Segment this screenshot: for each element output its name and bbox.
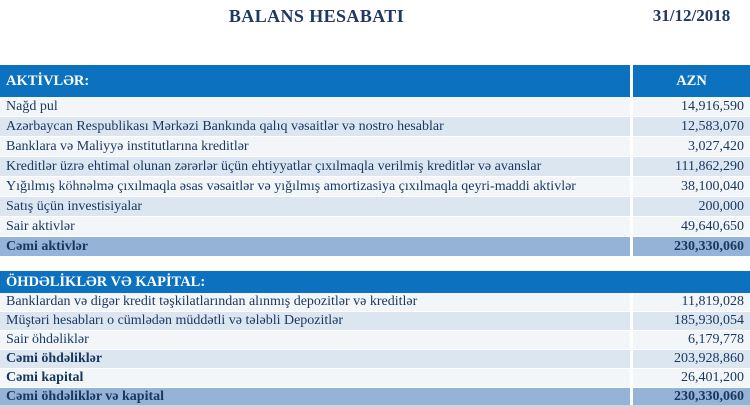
section-header-label: AKTİVLƏR:	[6, 73, 90, 89]
row-label: Cəmi öhdəliklər	[0, 350, 630, 368]
row-label: Cəmi kapital	[0, 369, 630, 387]
row-value: 111,862,290	[633, 157, 750, 176]
row-label: Azərbaycan Respublikası Mərkəzi Bankında qalıq vəsaitlər və nostro hesablar	[0, 117, 630, 136]
row-label: Nağd pul	[0, 97, 630, 116]
report-date: 31/12/2018	[652, 6, 731, 25]
row-label: Cəmi öhdəliklər və kapital	[0, 388, 630, 405]
date-area	[633, 6, 750, 26]
table-row	[0, 97, 750, 117]
row-value: 11,819,028	[633, 293, 750, 311]
row-value: 185,930,054	[633, 312, 750, 330]
currency-header: AZN	[676, 73, 707, 89]
table-row	[0, 293, 750, 312]
row-value: 14,916,590	[633, 97, 750, 116]
section-liabilities	[0, 271, 750, 407]
table-row	[0, 217, 750, 237]
row-label: Satış üçün investisiyalar	[0, 197, 630, 216]
table-row	[0, 312, 750, 331]
row-label: Kreditlər üzrə ehtimal olunan zərərlər üçün ehtiyyatlar çıxılmaqla verilmiş kreditlər və avanslar	[0, 157, 630, 176]
table-row	[0, 350, 750, 369]
table-row	[0, 137, 750, 157]
table-row	[0, 388, 750, 407]
section-header-liabilities	[0, 271, 750, 293]
section-header-label: ÖHDƏLİKLƏR VƏ KAPİTAL:	[6, 274, 206, 290]
table-row	[0, 177, 750, 197]
row-value: 3,027,420	[633, 137, 750, 156]
row-label: Banklara və Maliyyə institutlarına kreditlər	[0, 137, 630, 156]
table-row	[0, 237, 750, 257]
section-assets	[0, 65, 750, 257]
table-row	[0, 117, 750, 137]
row-value: 200,000	[633, 197, 750, 216]
row-value: 6,179,778	[633, 331, 750, 349]
row-label: Müştəri hesabları o cümlədən müddətli və tələbli Depozitlər	[0, 312, 630, 330]
row-label: Sair öhdəliklər	[0, 331, 630, 349]
row-value: 26,401,200	[633, 369, 750, 387]
table-row	[0, 157, 750, 177]
table-row	[0, 331, 750, 350]
row-label: Sair aktivlər	[0, 217, 630, 236]
row-value: 49,640,650	[633, 217, 750, 236]
row-label: Cəmi aktivlər	[0, 237, 630, 256]
row-value: 12,583,070	[633, 117, 750, 136]
report-header	[0, 6, 750, 27]
row-value: 230,330,060	[633, 388, 750, 405]
row-label: Banklardan və digər kredit təşkilatlarından alınmış depozitlər və kreditlər	[0, 293, 630, 311]
row-label: Yığılmış köhnəlmə çıxılmaqla əsas vəsaitlər və yığılmış amortizasiya çıxılmaqla qeyri-maddi aktivlər	[0, 177, 630, 196]
page-title: BALANS HESABATI	[228, 6, 405, 26]
balance-table	[0, 65, 750, 407]
row-value: 203,928,860	[633, 350, 750, 368]
row-value: 230,330,060	[633, 237, 750, 256]
section-header-assets	[0, 65, 750, 97]
table-row	[0, 369, 750, 388]
title-area	[0, 6, 633, 27]
table-row	[0, 197, 750, 217]
row-value: 38,100,040	[633, 177, 750, 196]
